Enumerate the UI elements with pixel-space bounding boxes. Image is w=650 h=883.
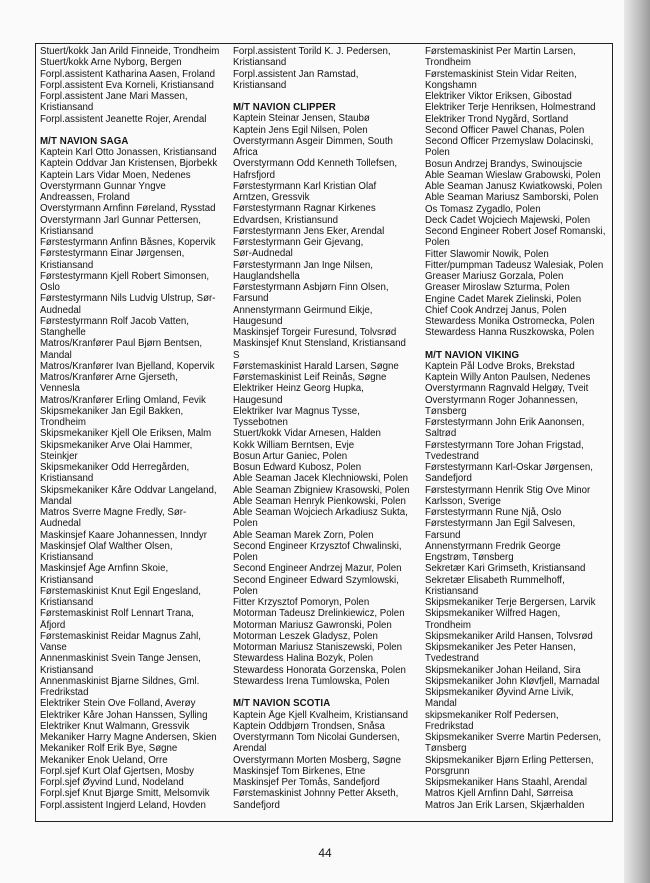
crew-list-line: Stewardess Halina Bozyk, Polen xyxy=(233,653,374,665)
crew-list-line: Second Engineer Edward Szymlowski, xyxy=(233,574,399,586)
crew-list-line: Forpl.sjef Øyvind Lund, Nodeland xyxy=(40,777,184,789)
crew-list-line: Maskinsjef Olaf Walther Olsen, xyxy=(40,540,173,552)
crew-list-line: Skipsmekaniker Kåre Oddvar Langeland, xyxy=(40,484,217,496)
crew-list-line: Førstestyrmann Jan Inge Nilsen, xyxy=(233,259,373,271)
crew-list-line: Mekaniker Rolf Erik Bye, Søgne xyxy=(40,743,178,755)
crew-list-line: Deck Cadet Wojciech Majewski, Polen xyxy=(425,214,591,226)
crew-list-line: Matros Jan Erik Larsen, Skjærhalden xyxy=(425,799,585,811)
crew-list-line: Annenstyrmann Fredrik George xyxy=(425,540,561,552)
crew-list-line: Forpl.assistent Jeanette Rojer, Arendal xyxy=(40,113,207,125)
crew-list-line: Elektriker Trond Nygård, Sortland xyxy=(425,113,569,125)
crew-list-line: Maskinsjef Torgeir Furesund, Tolvsrød xyxy=(233,327,397,339)
crew-list-line: Skipsmekaniker Jes Peter Hansen, xyxy=(425,642,576,654)
crew-list-line: Forpl.assistent Torild K. J. Pedersen, xyxy=(233,46,391,57)
crew-list-line: Elektriker Ivar Magnus Tysse, xyxy=(233,405,360,417)
crew-list-line: Kristiansand xyxy=(40,664,94,676)
crew-list-line: Able Seaman Mariusz Samborski, Polen xyxy=(425,192,599,204)
crew-list-line: Førstestyrmann Karl-Oskar Jørgensen, xyxy=(425,462,593,474)
crew-list-line: Mandal xyxy=(40,495,72,507)
section-heading: M/T NAVION CLIPPER xyxy=(233,102,336,114)
crew-list-line: Elektriker Kåre Johan Hanssen, Sylling xyxy=(40,709,208,721)
crew-list-line: Chief Cook Andrzej Janus, Polen xyxy=(425,304,567,316)
crew-list-line: Forpl.assistent Eva Korneli, Kristiansand xyxy=(40,79,214,91)
crew-list-line: Førstestyrmann Rolf Jacob Vatten, xyxy=(40,315,189,327)
crew-list-line: Førstestyrmann Rune Njå, Oslo xyxy=(425,507,562,519)
crew-list-line: Edvardsen, Kristiansund xyxy=(233,214,339,226)
crew-list-line: Trondheim xyxy=(40,417,86,429)
crew-list-line: Kaptein Åge Kjell Kvalheim, Kristiansand xyxy=(233,709,409,721)
crew-list-line: Greaser Miroslaw Szturma, Polen xyxy=(425,282,570,294)
crew-list-line: Motorman Mariusz Staniszewski, Polen xyxy=(233,642,403,654)
crew-list-line: Sekretær Elisabeth Rummelhoff, xyxy=(425,574,565,586)
crew-list-line: Elektriker Knut Walmann, Gressvik xyxy=(40,720,190,732)
crew-list-line: Second Engineer Andrzej Mazur, Polen xyxy=(233,563,402,575)
crew-list-line: Stewardess Honorata Gorzenska, Polen xyxy=(233,664,406,676)
crew-list-line: Overstyrmann Arnfinn Føreland, Rysstad xyxy=(40,203,216,215)
section-heading: M/T NAVION SAGA xyxy=(40,135,129,147)
crew-list-line: Able Seaman Henryk Pienkowski, Polen xyxy=(233,495,406,507)
crew-list-line: Oslo xyxy=(40,282,60,294)
crew-list-line: Skipsmekaniker Sverre Martin Pedersen, xyxy=(425,732,602,744)
crew-list-line: Porsgrunn xyxy=(425,765,470,777)
crew-list-line: Skipsmekaniker Terje Bergersen, Larvik xyxy=(425,597,596,609)
crew-list-line: Andreassen, Froland xyxy=(40,192,130,204)
crew-list-line: Overstyrmann Tom Nicolai Gundersen, xyxy=(233,732,400,744)
crew-list-line: Karlsson, Sverige xyxy=(425,495,501,507)
crew-list-line: Kongshamn xyxy=(425,79,477,91)
crew-list-line: Stewardess Hanna Ruszkowska, Polen xyxy=(425,327,595,339)
crew-list-line: Kristiansand xyxy=(40,225,94,237)
crew-list-line: Førstemaskinist Leif Reinås, Søgne xyxy=(233,372,387,384)
crew-list-line: Trondheim xyxy=(425,619,471,631)
crew-list-line: Stanghelle xyxy=(40,327,86,339)
crew-list-line: Mandal xyxy=(40,349,72,361)
crew-list-line: Matros/Kranfører Ivan Bjelland, Kopervik xyxy=(40,360,215,372)
crew-list-line: Kristiansand xyxy=(40,102,94,114)
crew-list-line: skipsmekaniker Rolf Pedersen, xyxy=(425,709,559,721)
crew-list-line: Overstyrmann Asgeir Dimmen, South xyxy=(233,135,393,147)
crew-list-line: Førstemaskinist Johnny Petter Akseth, xyxy=(233,788,399,800)
crew-list-line: Tvedestrand xyxy=(425,653,479,665)
crew-list-line: S xyxy=(233,349,240,361)
crew-list-line: Fredrikstad xyxy=(40,687,89,699)
crew-list-line: Matros Kjell Arnfinn Dahl, Sørreisa xyxy=(425,788,574,800)
crew-list-line: Matros/Kranfører Arne Gjerseth, xyxy=(40,372,178,384)
crew-list-line: Africa xyxy=(233,147,258,159)
crew-list-line: Bosun Edward Kubosz, Polen xyxy=(233,462,362,474)
crew-list-line: Maskinsjef Knut Stensland, Kristiansand xyxy=(233,338,406,350)
crew-list-line: Skipsmekaniker Kjell Ole Eriksen, Malm xyxy=(40,428,212,440)
crew-list-line: Førstestyrmann Asbjørn Finn Olsen, xyxy=(233,282,389,294)
column-1 xyxy=(40,46,226,811)
crew-list-line: Skipsmekaniker Jan Egil Bakken, xyxy=(40,405,184,417)
crew-list-line: Vennesla xyxy=(40,383,80,395)
crew-list-line: Overstyrmann Roger Johannessen, xyxy=(425,394,578,406)
crew-list-line: Greaser Mariusz Gorzala, Polen xyxy=(425,271,564,282)
crew-list-line: Overstyrmann Odd Kenneth Tollefsen, xyxy=(233,158,398,170)
crew-list-line: Mekaniker Harry Magne Andersen, Skien xyxy=(40,732,217,744)
crew-list-line: Trondheim xyxy=(425,57,471,69)
crew-list-line: Skipsmekaniker Wilfred Hagen, xyxy=(425,608,561,620)
crew-list-line: Førstemaskinist Reidar Magnus Zahl, xyxy=(40,630,201,642)
crew-list-line: Sandefjord xyxy=(425,473,472,485)
crew-list-line: Able Seaman Wojciech Arkadiusz Sukta, xyxy=(233,507,408,519)
crew-list-line: Kristiansand xyxy=(233,79,287,91)
crew-list-line: Overstyrmann Gunnar Yngve xyxy=(40,180,166,192)
crew-list-line: Førstestyrmann Karl Kristian Olaf xyxy=(233,180,377,192)
crew-list-line: Kristiansand xyxy=(40,552,94,564)
crew-list-line: Second Officer Pawel Chanas, Polen xyxy=(425,124,585,136)
crew-list-line: Matros/Kranfører Paul Bjørn Bentsen, xyxy=(40,338,203,350)
crew-list-line: Polen xyxy=(233,585,258,597)
crew-list-line: Haugesund xyxy=(233,394,283,406)
crew-list-line: Polen xyxy=(233,552,258,564)
crew-list-line: Førstestyrmann Geir Gjevang, xyxy=(233,237,364,249)
crew-list-line: Stewardess Irena Tumlowska, Polen xyxy=(233,675,390,687)
crew-list-line: Os Tomasz Zygadlo, Polen xyxy=(425,203,541,215)
crew-list-line: Maskinsjef Per Tomås, Sandefjord xyxy=(233,777,380,789)
crew-list-line: Førstestyrmann Jens Eker, Arendal xyxy=(233,225,385,237)
crew-list-line: Able Seaman Wieslaw Grabowski, Polen xyxy=(425,169,601,181)
crew-list-line: Åfjord xyxy=(40,619,66,631)
crew-list-line: Overstyrmann Ragnvald Helgøy, Tveit xyxy=(425,383,589,395)
section-heading: M/T NAVION VIKING xyxy=(425,349,520,361)
crew-list-line: Førstestyrmann Anfinn Båsnes, Kopervik xyxy=(40,237,216,249)
crew-list-line: Farsund xyxy=(425,529,461,541)
crew-list-line: Haugesund xyxy=(233,315,283,327)
crew-list-line: Elektriker Stein Ove Folland, Averøy xyxy=(40,698,196,710)
crew-list-line: Farsund xyxy=(233,293,269,305)
crew-list-line: Kristiansand xyxy=(425,585,479,597)
crew-list-line: Sekretær Kari Grimseth, Kristiansand xyxy=(425,563,586,575)
page-number: 44 xyxy=(318,846,332,860)
crew-list-line: Fitter Slawomir Nowik, Polen xyxy=(425,248,549,260)
crew-list-line: Elektriker Heinz Georg Hupka, xyxy=(233,383,364,395)
crew-list-line: Forpl.sjef Kurt Olaf Gjertsen, Mosby xyxy=(40,765,194,777)
crew-list-line: Elektriker Terje Henriksen, Holmestrand xyxy=(425,102,596,114)
crew-list-line: Kaptein Steinar Jensen, Staubø xyxy=(233,113,370,125)
crew-list-line: Førstemaskinist Rolf Lennart Trana, xyxy=(40,608,194,620)
crew-list-line: Førstestyrmann Kjell Robert Simonsen, xyxy=(40,270,210,282)
crew-list-line: Kaptein Oddbjørn Trondsen, Snåsa xyxy=(233,720,385,732)
crew-list-line: Maskinsjef Åge Arnfinn Skoie, xyxy=(40,563,169,575)
crew-list-line: Kristiansand xyxy=(233,57,287,69)
crew-list-line: Able Seaman Janusz Kwiatkowski, Polen xyxy=(425,181,603,192)
crew-list-line: Førstestyrmann Nils Ludvig Ulstrup, Sør- xyxy=(40,293,216,305)
crew-list-line: Arendal xyxy=(233,743,267,755)
crew-list-line: Tyssebotnen xyxy=(233,417,288,429)
crew-list-line: Stuert/kokk Jan Arild Finneide, Trondheim xyxy=(40,46,220,57)
crew-list-line: Elektriker Viktor Eriksen, Gibostad xyxy=(425,91,572,102)
crew-list-line: Forpl.assistent Ingjerd Leland, Hovden xyxy=(40,799,206,811)
crew-list-line: Saltrød xyxy=(425,428,457,440)
crew-list-line: Førstemaskinist Knut Egil Engesland, xyxy=(40,585,201,597)
crew-list-line: Kristiansand xyxy=(40,259,94,271)
crew-list-line: Second Engineer Krzysztof Chwalinski, xyxy=(233,540,402,552)
crew-list-line: Fredrikstad xyxy=(425,720,474,732)
crew-list-line: Kaptein Pål Lodve Broks, Brekstad xyxy=(425,360,575,372)
crew-list-line: Førstemaskinist Stein Vidar Reiten, xyxy=(425,68,577,80)
crew-list-line: Kaptein Oddvar Jan Kristensen, Bjorbekk xyxy=(40,158,218,170)
crew-list-line: Hauglandshella xyxy=(233,270,300,282)
crew-list-line: Kristiansand xyxy=(40,597,94,609)
crew-list-line: Motorman Tadeusz Drelinkiewicz, Polen xyxy=(233,608,405,620)
crew-list-line: Kristiansand xyxy=(40,473,94,485)
crew-list-line: Førstestyrmann Ragnar Kirkenes xyxy=(233,203,376,215)
crew-list-line: Skipsmekaniker Øyvind Arne Livik, xyxy=(425,687,574,699)
crew-list-line: Overstyrmann Morten Mosberg, Søgne xyxy=(233,754,401,766)
crew-list-line: Able Seaman Zbigniew Krasowski, Polen xyxy=(233,484,410,496)
crew-list-line: Annenmaskinist Bjarne Sildnes, Gml. xyxy=(40,675,200,687)
section-heading: M/T NAVION SCOTIA xyxy=(233,698,331,710)
crew-list-line: Motorman Mariusz Gawronski, Polen xyxy=(233,619,392,631)
crew-list-line: Mekaniker Enok Ueland, Orre xyxy=(40,754,168,766)
crew-list-line: Forpl.assistent Jan Ramstad, xyxy=(233,68,359,80)
crew-list-line: Kaptein Lars Vidar Moen, Nedenes xyxy=(40,169,191,181)
crew-list-line: Matros/Kranfører Erling Omland, Fevik xyxy=(40,394,206,406)
crew-list-line: Mandal xyxy=(425,698,457,710)
crew-list-line: Vanse xyxy=(40,642,67,654)
crew-list-line: Hafrsfjord xyxy=(233,169,275,181)
crew-list-line: Førstestyrmann Jan Egil Salvesen, xyxy=(425,518,576,530)
crew-list-line: Kokk William Berntsen, Evje xyxy=(233,439,355,451)
crew-list-line: Overstyrmann Jarl Gunnar Pettersen, xyxy=(40,214,201,226)
crew-list-line: Kaptein Jens Egil Nilsen, Polen xyxy=(233,124,368,136)
crew-list-line: Stuert/kokk Arne Nyborg, Bergen xyxy=(40,57,182,69)
crew-list-line: Forpl.sjef Knut Bjørge Smitt, Melsomvik xyxy=(40,788,210,800)
crew-list-line: Bosun Artur Ganiec, Polen xyxy=(233,450,348,462)
crew-list-line: Audnedal xyxy=(40,518,81,530)
crew-list-line: Polen xyxy=(425,237,450,249)
crew-list-line: Arntzen, Gressvik xyxy=(233,192,310,204)
crew-list-line: Skipsmekaniker Bjørn Erling Pettersen, xyxy=(425,754,594,766)
crew-list-line: Audnedal xyxy=(40,304,81,316)
crew-list-line: Tvedestrand xyxy=(425,450,479,462)
crew-list-line: Skipsmekaniker Arild Hansen, Tolvsrød xyxy=(425,630,593,642)
crew-list-line: Engine Cadet Marek Zielinski, Polen xyxy=(425,293,582,305)
crew-list-line: Skipsmekaniker Odd Herregården, xyxy=(40,462,190,474)
crew-list-line: Second Engineer Robert Josef Romanski, xyxy=(425,226,606,237)
crew-list-line: Bosun Andrzej Brandys, Swinoujscie xyxy=(425,158,583,170)
crew-list-line: Forpl.assistent Jane Mari Massen, xyxy=(40,91,188,102)
crew-list-line: Polen xyxy=(425,147,450,159)
crew-list-line: Motorman Leszek Gladysz, Polen xyxy=(233,630,378,642)
crew-list-line: Stewardess Monika Ostromecka, Polen xyxy=(425,316,595,327)
crew-list-line: Skipsmekaniker John Kløvfjell, Marnadal xyxy=(425,675,600,687)
crew-list-line: Matros Sverre Magne Fredly, Sør- xyxy=(40,507,187,519)
crew-list-line: Skipsmekaniker Hans Staahl, Arendal xyxy=(425,777,588,789)
crew-list-line: Able Seaman Jacek Klechniowski, Polen xyxy=(233,473,409,485)
crew-list-line: Førstestyrmann Henrik Stig Ove Minor xyxy=(425,484,591,496)
crew-list-line: Skipsmekaniker Johan Heiland, Sira xyxy=(425,664,581,676)
crew-list-line: Førstestyrmann John Erik Aanonsen, xyxy=(425,417,585,429)
column-2 xyxy=(233,46,418,811)
crew-list-line: Steinkjer xyxy=(40,450,78,462)
crew-list-line: Forpl.assistent Katharina Aasen, Froland xyxy=(40,68,216,80)
crew-list-line: Engstrøm, Tønsberg xyxy=(425,552,514,564)
crew-list-line: Førstestyrmann Tore Johan Frigstad, xyxy=(425,439,584,451)
crew-list-line: Maskinsjef Tom Birkenes, Etne xyxy=(233,765,366,777)
crew-list-line: Sandefjord xyxy=(233,799,280,811)
crew-list-line: Stuert/kokk Vidar Arnesen, Halden xyxy=(233,428,381,440)
crew-list-line: Fitter Krzysztof Pomoryn, Polen xyxy=(233,597,370,609)
crew-list-line: Able Seaman Marek Zorn, Polen xyxy=(233,529,374,541)
crew-list-line: Second Officer Przemyslaw Dolacinski, xyxy=(425,136,594,147)
crew-list-line: Skipsmekaniker Arve Olai Hammer, xyxy=(40,439,193,451)
crew-list-line: Sør-Audnedal xyxy=(233,248,293,260)
crew-list-line: Førstestyrmann Einar Jørgensen, xyxy=(40,248,185,260)
crew-list-line: Kaptein Willy Anton Paulsen, Nedenes xyxy=(425,372,591,384)
crew-list-line: Tønsberg xyxy=(425,743,467,755)
crew-list-line: Kristiansand xyxy=(40,574,94,586)
crew-list-line: Annenmaskinist Svein Tange Jensen, xyxy=(40,653,201,665)
crew-list-line: Førstemaskinist Harald Larsen, Søgne xyxy=(233,360,399,372)
crew-list-line: Tønsberg xyxy=(425,405,467,417)
crew-list-line: Polen xyxy=(233,518,258,530)
crew-list-line: Kaptein Karl Otto Jonassen, Kristiansand xyxy=(40,147,217,159)
crew-list-line: Fitter/pumpman Tadeusz Walesiak, Polen xyxy=(425,259,604,271)
scan-edge-shadow xyxy=(624,0,650,883)
column-3 xyxy=(425,46,611,811)
crew-list-line: Maskinsjef Kaare Johannessen, Inndyr xyxy=(40,529,207,541)
crew-list-line: Førstemaskinist Per Martin Larsen, xyxy=(425,46,576,57)
crew-list-line: Annenstyrmann Geirmund Eikje, xyxy=(233,304,373,316)
